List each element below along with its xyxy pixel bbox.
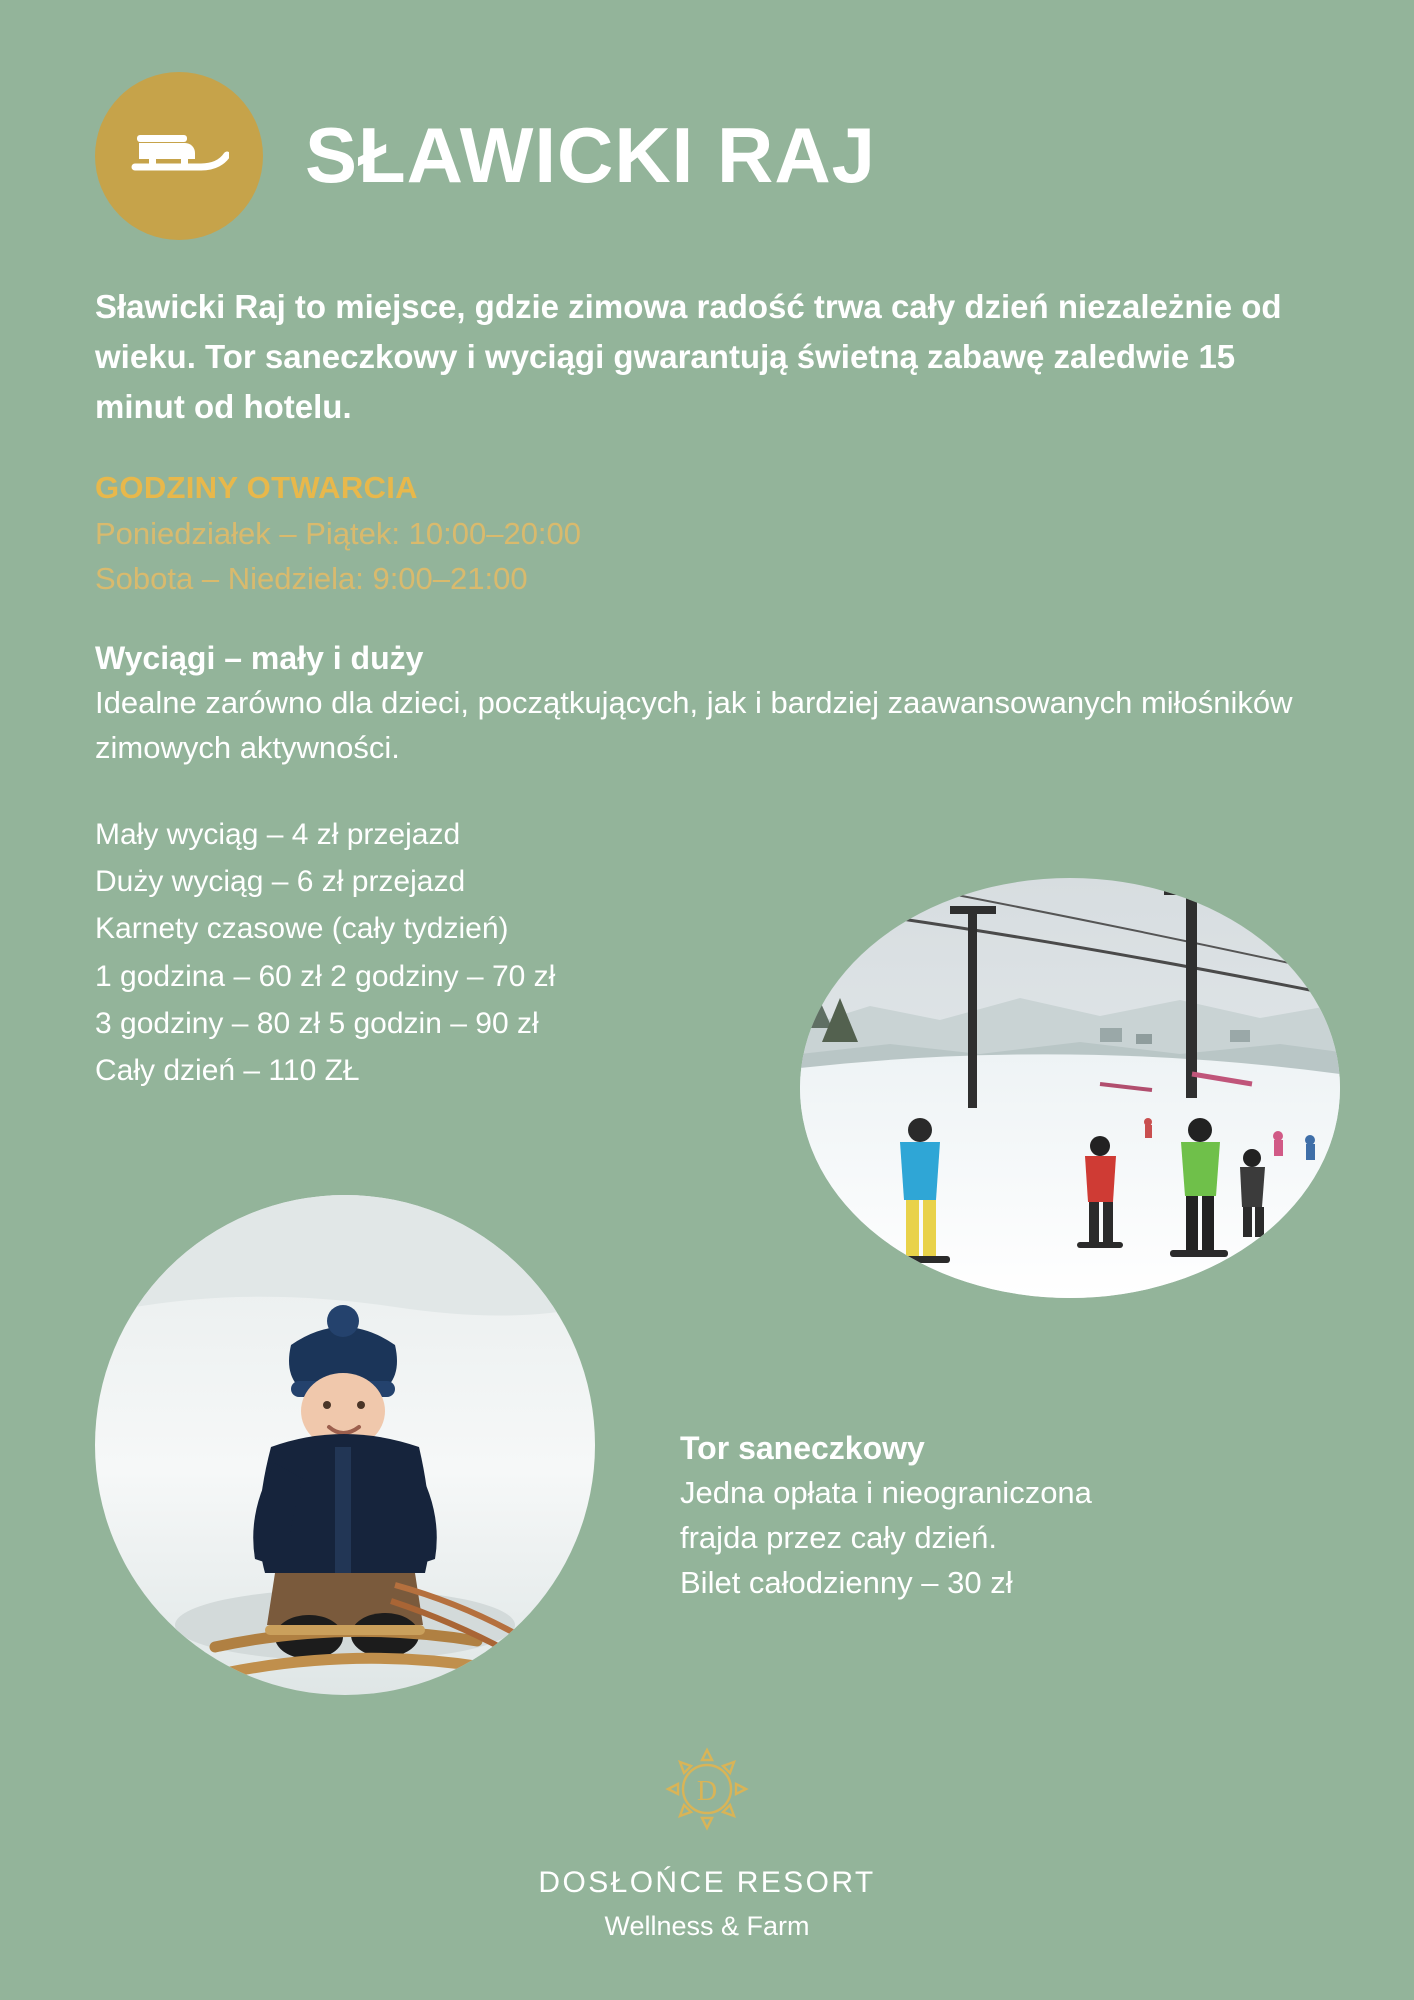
sun-monogram-icon (652, 1734, 762, 1844)
sled-track-line: Jedna opłata i nieograniczona (680, 1475, 1092, 1511)
lifts-title: Wyciągi – mały i duży (95, 639, 424, 676)
price-line: 3 godziny – 80 zł 5 godzin – 90 zł (95, 1007, 539, 1041)
opening-hours-section (95, 465, 1319, 601)
price-list (95, 811, 855, 1095)
opening-hours-weekend: Sobota – Niedziela: 9:00–21:00 (95, 560, 528, 596)
opening-hours-weekdays: Poniedziałek – Piątek: 10:00–20:00 (95, 515, 582, 551)
header (95, 0, 1319, 240)
svg-text:D: D (696, 1775, 718, 1807)
footer-tagline: Wellness & Farm (604, 1910, 810, 1941)
lifts-body: Idealne zarówno dla dzieci, początkujących, jak i bardziej zaawansowanych miłośników zimowych aktywności. (95, 684, 1293, 765)
price-line: Karnety czasowe (cały tydzień) (95, 912, 509, 946)
sled-icon (95, 72, 263, 240)
footer (0, 1734, 1414, 1948)
sled-track-section (680, 1425, 1320, 1606)
lifts-section (95, 636, 1319, 771)
sled-track-price: Bilet całodzienny – 30 zł (680, 1565, 1013, 1601)
page-title: SŁAWICKI RAJ (305, 111, 877, 200)
footer-brand-name: DOSŁOŃCE RESORT (538, 1865, 876, 1899)
opening-hours-title: GODZINY OTWARCIA (95, 470, 418, 506)
sled-track-title: Tor saneczkowy (680, 1430, 925, 1466)
price-line: Duży wyciąg – 6 zł przejazd (95, 864, 466, 898)
price-line: Mały wyciąg – 4 zł przejazd (95, 817, 461, 851)
ski-lift-photo (800, 878, 1340, 1298)
sled-track-line: frajda przez cały dzień. (680, 1520, 998, 1556)
price-line: Cały dzień – 110 ZŁ (95, 1054, 360, 1088)
intro-paragraph: Sławicki Raj to miejsce, gdzie zimowa radość trwa cały dzień niezależnie od wieku. Tor saneczkowy i wyciągi gwarantują świetną zabawę zaledwie 15 minut od hotelu. (95, 288, 1282, 426)
child-on-sled-photo (95, 1195, 595, 1695)
price-line: 1 godzina – 60 zł 2 godziny – 70 zł (95, 959, 556, 993)
